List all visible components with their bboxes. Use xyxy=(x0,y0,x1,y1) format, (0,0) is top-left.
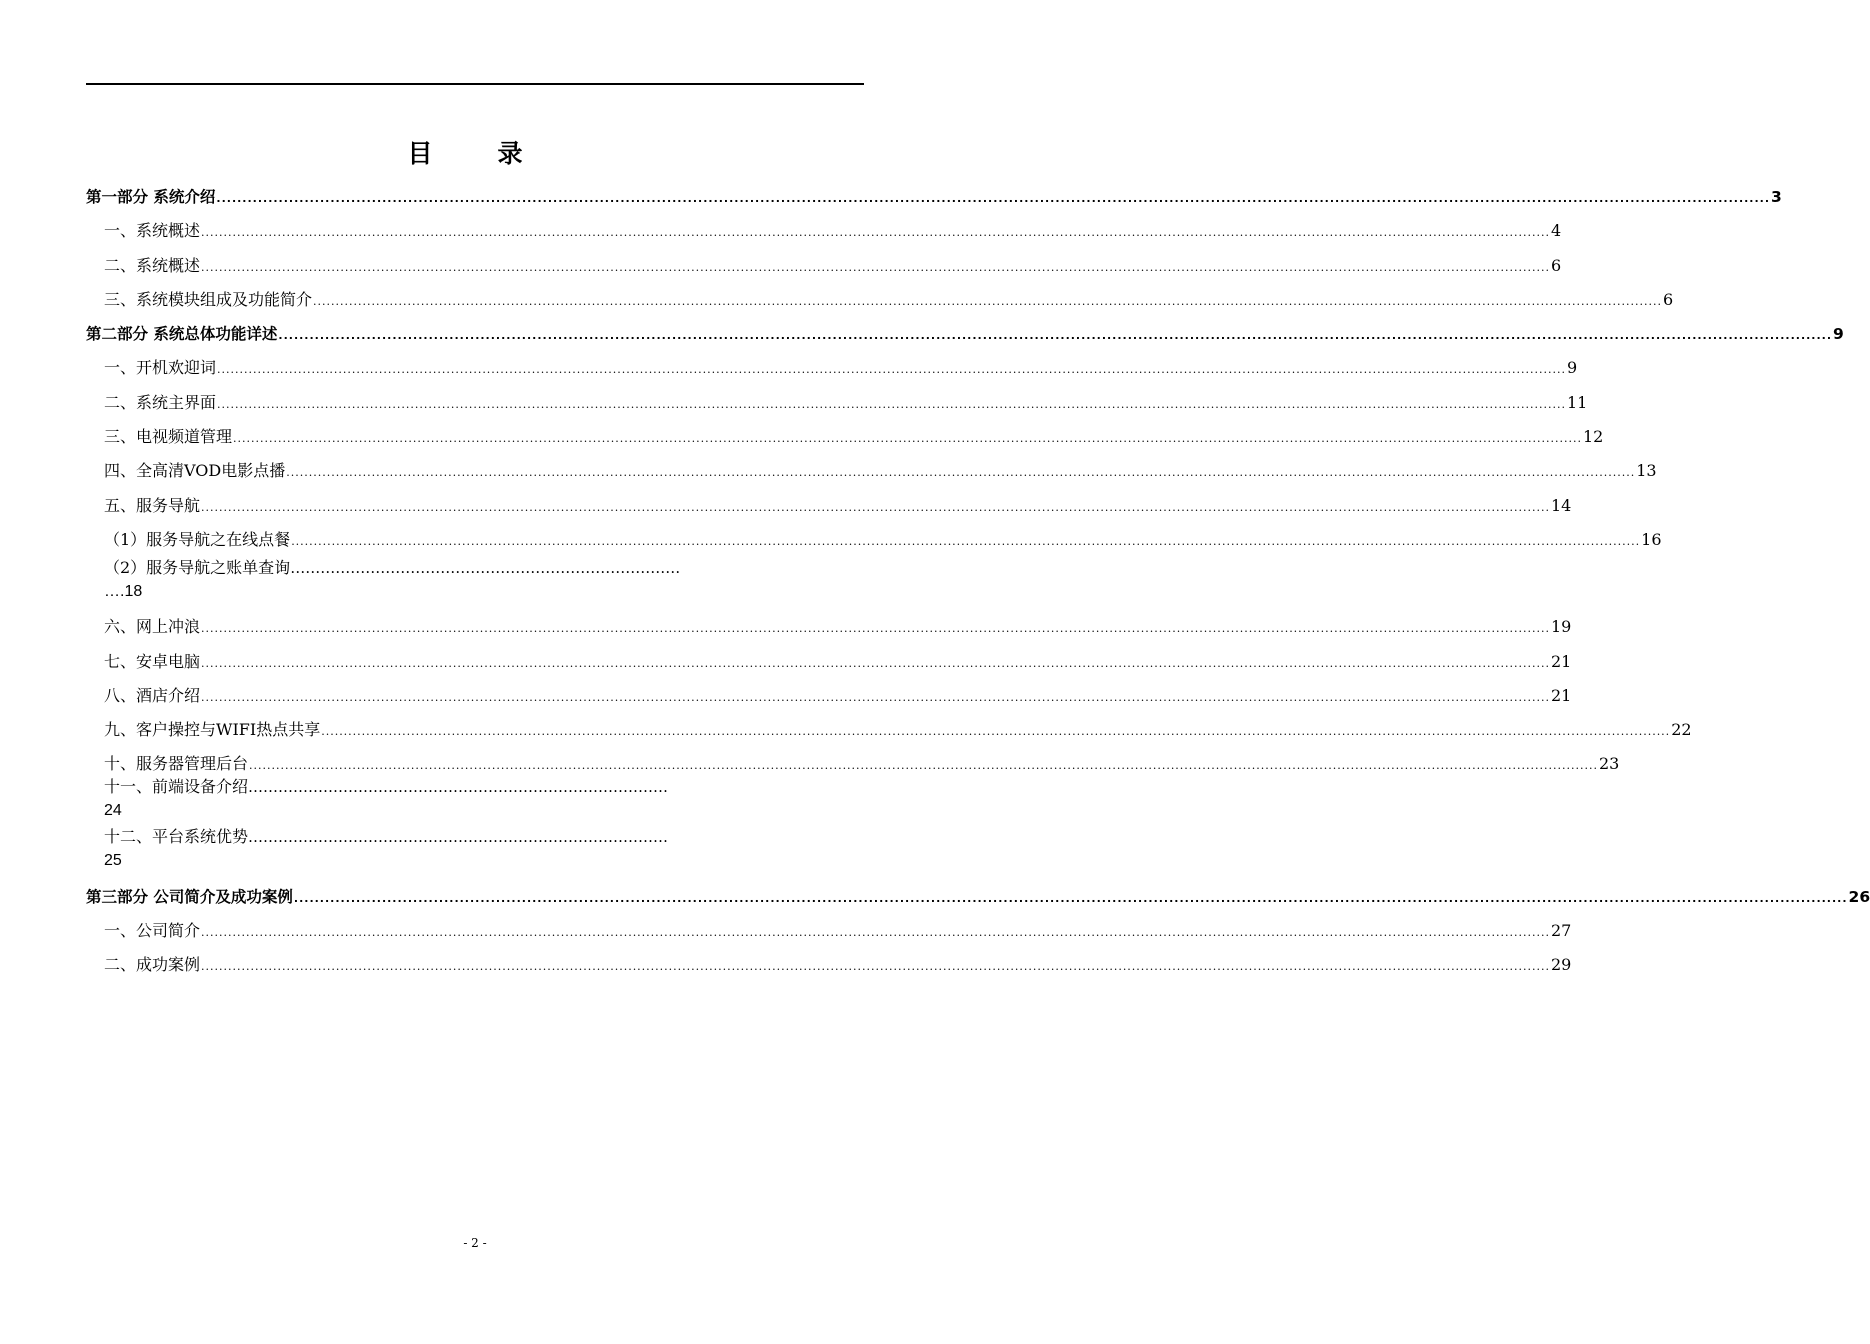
toc-entry-leader: ............................................................................................................................................................................................................................................................................................................ xyxy=(278,329,1833,343)
toc-entry-leader: ............................................................................................................................................................................................................................................................................................................ xyxy=(321,725,1671,739)
toc-entry[interactable] xyxy=(86,249,1562,283)
toc-entry-page: 4 xyxy=(1551,221,1562,241)
toc-entry-page: 25 xyxy=(104,851,122,869)
toc-entry[interactable] xyxy=(86,645,1572,679)
toc-entry-leader: ............................................................................................................................................................................................................................................................................................................ xyxy=(217,397,1566,411)
table-of-contents xyxy=(86,180,1870,983)
toc-entry-label: 二、系统概述 xyxy=(104,255,201,275)
toc-entry-leader: ………………………………………………………………………… xyxy=(248,777,669,796)
toc-entry-leader: ............................................................................................................................................................................................................................................................................................................ xyxy=(201,960,1550,974)
toc-entry-label: 八、酒店介绍 xyxy=(104,685,201,705)
toc-entry-label: 十二、平台系统优势 xyxy=(104,826,249,846)
toc-entry-label: 五、服务导航 xyxy=(104,495,201,515)
toc-part-entry[interactable] xyxy=(86,880,1870,914)
toc-entry-leader: ............................................................................................................................................................................................................................................................................................................ xyxy=(216,192,1771,205)
toc-entry-leader: ............................................................................................................................................................................................................................................................................................................ xyxy=(201,690,1550,704)
toc-entry[interactable] xyxy=(86,948,1572,982)
toc-entry-page: 13 xyxy=(1636,461,1657,481)
page-number: - 2 - xyxy=(463,1236,487,1250)
toc-entry-page: 24 xyxy=(104,801,122,819)
toc-entry-label: 三、系统模块组成及功能简介 xyxy=(104,289,313,309)
toc-entry[interactable] xyxy=(86,386,1588,420)
toc-entry-label: 二、成功案例 xyxy=(104,955,201,975)
toc-entry-label: 六、网上冲浪 xyxy=(104,617,201,637)
toc-group-3 xyxy=(86,880,1870,983)
toc-entry-label: 二、系统主界面 xyxy=(104,392,217,412)
toc-entry-page: 27 xyxy=(1551,921,1572,941)
toc-entry[interactable] xyxy=(86,283,1674,317)
toc-entry-page: 3 xyxy=(1771,188,1782,206)
toc-part-entry[interactable] xyxy=(86,180,1782,214)
toc-entry-leader: ............................................................................................................................................................................................................................................................................................................ xyxy=(291,534,1641,548)
toc-entry-label: 九、客户操控与WIFI热点共享 xyxy=(104,720,321,740)
toc-entry-label: 一、系统概述 xyxy=(104,221,201,241)
toc-entry-page: 22 xyxy=(1671,720,1692,740)
toc-entry-leader: ............................................................................................................................................................................................................................................................................................................ xyxy=(201,656,1550,670)
toc-entry[interactable] xyxy=(86,713,1692,747)
toc-entry-page: 21 xyxy=(1551,651,1572,671)
toc-entry-page: 23 xyxy=(1599,754,1620,774)
toc-entry[interactable] xyxy=(86,610,1572,644)
toc-entry-page: 21 xyxy=(1551,685,1572,705)
toc-entry-leader: ............................................................................................................................................................................................................................................................................................................ xyxy=(217,363,1566,377)
toc-entry-label: 第一部分 系统介绍 xyxy=(86,188,216,206)
toc-entry-leader: …………………………………………………………………… xyxy=(290,559,681,578)
toc-entry-label: 七、安卓电脑 xyxy=(104,651,201,671)
toc-entry-page: ….18 xyxy=(104,583,143,601)
toc-entry-label: 一、开机欢迎词 xyxy=(104,358,217,378)
toc-entry-leader: ............................................................................................................................................................................................................................................................................................................ xyxy=(201,926,1550,940)
toc-entry-page: 9 xyxy=(1833,325,1844,344)
toc-entry-label: 四、全高清VOD电影点播 xyxy=(104,461,286,481)
toc-entry-leader: ............................................................................................................................................................................................................................................................................................................ xyxy=(201,622,1550,636)
toc-entry-label: 第三部分 公司简介及成功案例 xyxy=(86,887,293,906)
toc-entry-leader: ............................................................................................................................................................................................................................................................................................................ xyxy=(313,294,1662,308)
header-rule xyxy=(86,83,864,85)
toc-entry-page: 26 xyxy=(1848,887,1870,906)
toc-entry-label: 一、公司简介 xyxy=(104,921,201,941)
toc-entry-leader: ………………………………………………………………………… xyxy=(248,827,669,846)
toc-entry-page: 6 xyxy=(1663,289,1674,309)
toc-part-entry[interactable] xyxy=(86,317,1844,351)
toc-entry-page: 14 xyxy=(1551,495,1572,515)
toc-group-2 xyxy=(86,610,1692,781)
toc-entry[interactable] xyxy=(86,489,1572,523)
toc-entry-leader: ............................................................................................................................................................................................................................................................................................................ xyxy=(293,891,1848,905)
toc-entry-label: 三、电视频道管理 xyxy=(104,427,233,447)
toc-entry-label: （1）服务导航之在线点餐 xyxy=(104,529,291,549)
toc-entry-page: 9 xyxy=(1567,358,1578,378)
toc-entry-wrapped[interactable] xyxy=(86,825,864,873)
toc-entry[interactable] xyxy=(86,214,1562,248)
toc-entry[interactable] xyxy=(86,679,1572,713)
page-title: 目 录 xyxy=(407,139,543,168)
toc-entry-leader: ............................................................................................................................................................................................................................................................................................................ xyxy=(201,500,1550,514)
toc-entry-wrapped[interactable] xyxy=(86,556,864,604)
toc-entry-page: 11 xyxy=(1567,392,1588,412)
toc-entry-page: 29 xyxy=(1551,955,1572,975)
toc-entry-leader: ............................................................................................................................................................................................................................................................................................................ xyxy=(286,466,1636,480)
toc-entry[interactable] xyxy=(86,914,1572,948)
toc-entry-page: 19 xyxy=(1551,617,1572,637)
toc-entry-page: 12 xyxy=(1583,427,1604,447)
toc-entry[interactable] xyxy=(86,420,1604,454)
toc-entry-page: 16 xyxy=(1641,529,1662,549)
toc-entry[interactable] xyxy=(86,351,1578,385)
toc-entry-leader: ............................................................................................................................................................................................................................................................................................................ xyxy=(201,226,1550,240)
toc-entry-label: 十、服务器管理后台 xyxy=(104,754,249,774)
toc-group-1 xyxy=(86,180,1844,557)
toc-entry-page: 6 xyxy=(1551,255,1562,275)
toc-entry-label: 十一、前端设备介绍 xyxy=(104,776,249,796)
toc-entry-leader: ............................................................................................................................................................................................................................................................................................................ xyxy=(233,432,1582,446)
toc-entry-leader: ............................................................................................................................................................................................................................................................................................................ xyxy=(201,260,1550,274)
toc-entry[interactable] xyxy=(86,454,1657,488)
toc-entry-leader: ............................................................................................................................................................................................................................................................................................................ xyxy=(249,759,1598,773)
toc-entry[interactable] xyxy=(86,523,1662,557)
toc-entry-label: 第二部分 系统总体功能详述 xyxy=(86,325,278,344)
toc-entry-label: （2）服务导航之账单查询 xyxy=(104,558,291,578)
